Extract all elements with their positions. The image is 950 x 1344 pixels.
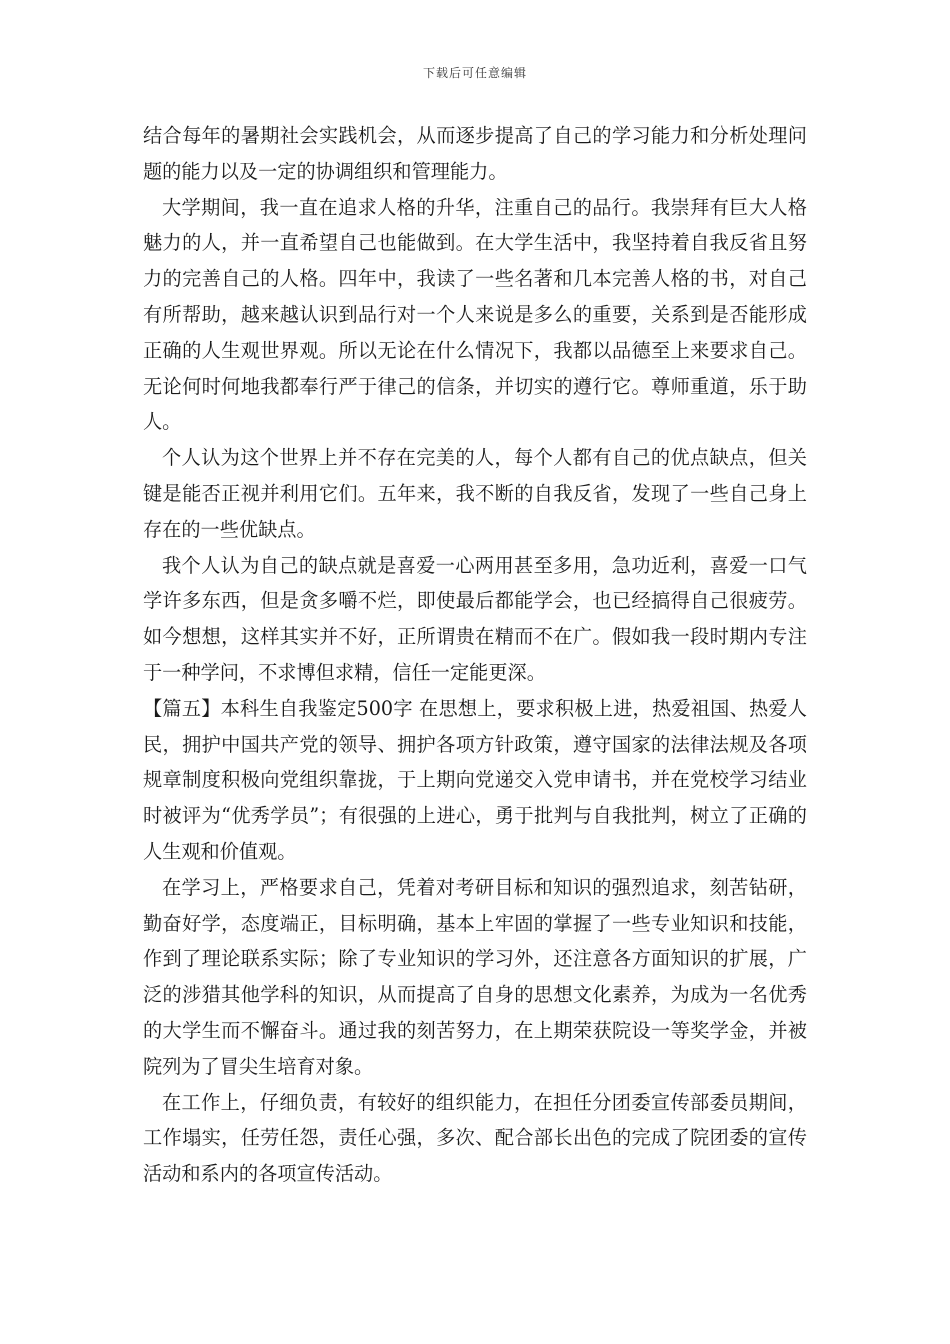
paragraph: 我个人认为自己的缺点就是喜爱一心两用甚至多用，急功近利，喜爱一口气学许多东西，但是贪多嚼不烂，即使最后都能学会，也已经搞得自己很疲劳。如今想想，这样其实并不好，正所谓贵在精而不在广。假如我一段时期内专注于一种学问，不求博但求精，信任一定能更深。	[143, 553, 807, 684]
document-body	[143, 118, 807, 1192]
paragraph: 个人认为这个世界上并不存在完美的人，每个人都有自己的优点缺点，但关键是能否正视并利用它们。五年来，我不断的自我反省，发现了一些自己身上存在的一些优缺点。	[143, 446, 807, 541]
paragraph-section-heading: 【篇五】本科生自我鉴定500字 在思想上，要求积极上进，热爱祖国、热爱人民，拥护中国共产党的领导、拥护各项方针政策，遵守国家的法律法规及各项规章制度积极向党组织靠拢，于上期向党递交入党申请书，并在党校学习结业时被评为“优秀学员”；有很强的上进心，勇于批判与自我批判，树立了正确的人生观和价值观。	[143, 696, 807, 863]
page-header: 下载后可任意编辑	[422, 66, 527, 80]
paragraph: 结合每年的暑期社会实践机会，从而逐步提高了自己的学习能力和分析处理问题的能力以及一定的协调组织和管理能力。	[143, 124, 807, 183]
paragraph: 在工作上，仔细负责，有较好的组织能力，在担任分团委宣传部委员期间，工作塌实，任劳任怨，责任心强，多次、配合部长出色的完成了院团委的宣传活动和系内的各项宣传活动。	[143, 1090, 807, 1186]
paragraph: 在学习上，严格要求自己，凭着对考研目标和知识的强烈追求，刻苦钻研，勤奋好学，态度端正，目标明确，基本上牢固的掌握了一些专业知识和技能，作到了理论联系实际；除了专业知识的学习外，还注意各方面知识的扩展，广泛的涉猎其他学科的知识，从而提高了自身的思想文化素养，为成为一名优秀的大学生而不懈奋斗。通过我的刻苦努力，在上期荣获院设一等奖学金，并被院列为了冒尖生培育对象。	[143, 875, 807, 1078]
paragraph: 大学期间，我一直在追求人格的升华，注重自己的品行。我崇拜有巨大人格魅力的人，并一直希望自己也能做到。在大学生活中，我坚持着自我反省且努力的完善自己的人格。四年中，我读了一些名著和几本完善人格的书，对自己有所帮助，越来越认识到品行对一个人来说是多么的重要，关系到是否能形成正确的人生观世界观。所以无论在什么情况下，我都以品德至上来要求自己。无论何时何地我都奉行严于律己的信条，并切实的遵行它。尊师重道，乐于助人。	[143, 195, 807, 434]
